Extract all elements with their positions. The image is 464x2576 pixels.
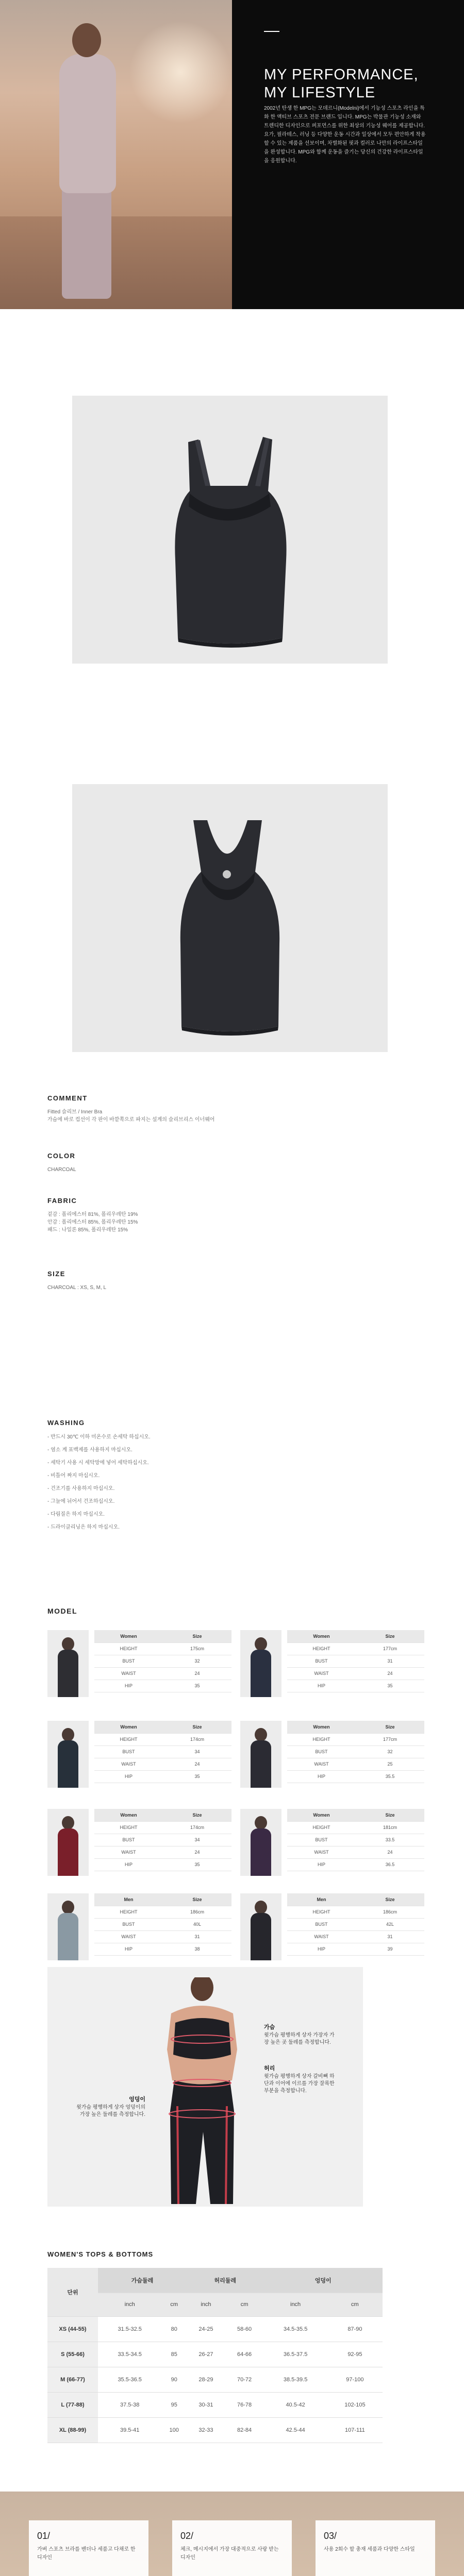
model-table-header: Women [287, 1809, 356, 1821]
size-value: 38.5-39.5 [263, 2367, 327, 2392]
measure-label: HIP [94, 1770, 163, 1783]
group-header: 엉덩이 [263, 2268, 383, 2293]
measure-label: WAIST [287, 1846, 356, 1858]
size-value: 30-31 [187, 2392, 225, 2417]
size-value: 34.5-35.5 [263, 2316, 327, 2342]
model-photo [47, 1721, 89, 1788]
size-table-title: WOMEN'S TOPS & BOTTOMS [47, 2250, 154, 2258]
size-label: XL (88-99) [47, 2417, 98, 2443]
size-label: S (55-66) [47, 2342, 98, 2367]
measure-value: 174cm [163, 1821, 231, 1834]
measure-value: 174cm [163, 1733, 231, 1745]
model-size-table [287, 1809, 424, 1871]
measure-label: BUST [287, 1834, 356, 1846]
model-size-table [287, 1630, 424, 1692]
measure-value: 31 [163, 1930, 231, 1943]
model-photo [240, 1721, 281, 1788]
measure-value: 186cm [163, 1906, 231, 1918]
measure-label: BUST [287, 1745, 356, 1758]
model-table-header: Size [356, 1893, 424, 1906]
hero-model-photo [0, 0, 232, 309]
measure-value: 35 [163, 1858, 231, 1871]
measure-label: HIP [287, 1680, 356, 1692]
size-value: 100 [161, 2417, 187, 2443]
measure-label: BUST [94, 1655, 163, 1667]
measure-value: 24 [163, 1758, 231, 1770]
size-value: 37.5-38 [98, 2392, 161, 2417]
hero-banner [0, 0, 464, 309]
measure-value: 40L [163, 1918, 231, 1930]
unit-header: cm [161, 2293, 187, 2316]
model-size-table [287, 1893, 424, 1956]
model-card [47, 1721, 231, 1788]
size-value: 31.5-32.5 [98, 2316, 161, 2342]
unit-header: cm [327, 2293, 383, 2316]
size-label: M (66-77) [47, 2367, 98, 2392]
model-card [240, 1809, 424, 1876]
hip-label: 엉덩이 윗가슴 평행하게 상자 엉덩이의 가장 높은 둘레를 측정합니다. [76, 2096, 145, 2117]
measure-value: 34 [163, 1834, 231, 1846]
measure-label: HIP [94, 1943, 163, 1955]
model-title: MODEL [47, 1607, 78, 1615]
size-value: 36.5-37.5 [263, 2342, 327, 2367]
hero-title: MY PERFORMANCE, MY LIFESTYLE [264, 66, 419, 101]
model-size-table [94, 1809, 231, 1871]
measure-value: 177cm [356, 1642, 424, 1655]
size-value: 97-100 [327, 2367, 383, 2392]
measure-label: HIP [287, 1770, 356, 1783]
washing-item: - 염소 계 표백제를 사용하지 마십시오. [47, 1447, 132, 1453]
unit-header: inch [98, 2293, 161, 2316]
size-table [47, 2268, 383, 2443]
size-value: 40.5-42 [263, 2392, 327, 2417]
measure-label: WAIST [94, 1846, 163, 1858]
washing-item: - 드라이클리닝은 하지 마십시오. [47, 1524, 120, 1530]
size-col-header: 단위 [47, 2268, 98, 2316]
size-value: 95 [161, 2392, 187, 2417]
size-value: 70-72 [225, 2367, 264, 2392]
washing-item: - 비틀어 짜지 마십시오. [47, 1473, 100, 1479]
unit-header: cm [225, 2293, 264, 2316]
model-table-header: Size [356, 1630, 424, 1642]
model-card [240, 1630, 424, 1697]
size-value: 28-29 [187, 2367, 225, 2392]
feature-card-2: 02/ 체크, 메시지에서 가장 대중적으로 사랑 받는 디자인 [172, 2520, 292, 2576]
size-value: 80 [161, 2316, 187, 2342]
model-photo [47, 1893, 89, 1960]
size-value: 82-84 [225, 2417, 264, 2443]
measure-label: BUST [287, 1655, 356, 1667]
measure-value: 24 [356, 1667, 424, 1680]
model-table-header: Size [163, 1721, 231, 1733]
size-value: 58-60 [225, 2316, 264, 2342]
size-row [47, 2367, 383, 2392]
washing-item: - 건조기를 사용하지 마십시오. [47, 1486, 115, 1492]
measure-value: 36.5 [356, 1858, 424, 1871]
model-photo [240, 1630, 281, 1697]
size-value: 92-95 [327, 2342, 383, 2367]
size-value: 76-78 [225, 2392, 264, 2417]
size-value: 32-33 [187, 2417, 225, 2443]
model-table-header: Size [356, 1809, 424, 1821]
size-value: 39.5-41 [98, 2417, 161, 2443]
model-card [240, 1721, 424, 1788]
size-section: SIZE CHARCOAL : XS, S, M, L [47, 1270, 107, 1291]
size-row [47, 2392, 383, 2417]
model-table-header: Size [356, 1721, 424, 1733]
waist-label: 허리 윗가슴 평행하게 상자 갈비뼈 하단과 이어에 이르를 가장 잘록한 부분을 측정합니다. [264, 2065, 335, 2094]
measure-label: HEIGHT [94, 1821, 163, 1834]
measure-value: 35 [356, 1680, 424, 1692]
color-section: COLOR CHARCOAL [47, 1152, 76, 1173]
measure-label: BUST [94, 1834, 163, 1846]
model-table-header: Men [287, 1893, 356, 1906]
measure-value: 42L [356, 1918, 424, 1930]
washing-section: WASHING - 반드시 30℃ 이하 미온수로 손세탁 하십시오. - 염소 계 표백제를 사용하지 마십시오. - 세탁기 사용 시 세탁망에 넣어 세탁하십시오. - 비틀어 짜지 마십시오. - 건조기를 사용하지 마십시오. - 그늘에 뉘어서 건조하십시오. - 다림질은 하지 마십시오. - 드라이클리닝은 하지 마십시오. [47, 1419, 151, 1534]
measure-label: HEIGHT [287, 1733, 356, 1745]
measure-label: HIP [287, 1858, 356, 1871]
group-header: 허리둘레 [187, 2268, 263, 2293]
model-table-header: Size [163, 1893, 231, 1906]
size-value: 90 [161, 2367, 187, 2392]
product-photo-front [72, 396, 388, 664]
measure-value: 32 [356, 1745, 424, 1758]
measure-value: 31 [356, 1930, 424, 1943]
hero-text-panel [232, 0, 464, 309]
measure-value: 24 [163, 1667, 231, 1680]
feature-banner [0, 2492, 464, 2576]
measure-value: 35 [163, 1680, 231, 1692]
feature-card-1: 01/ 가벼 스포츠 브라를 밴더나 세품고 다채로 한 디자인 [29, 2520, 148, 2576]
washing-list [47, 1431, 151, 1534]
model-table-header: Women [287, 1721, 356, 1733]
measure-label: HEIGHT [94, 1733, 163, 1745]
model-size-table [94, 1630, 231, 1692]
size-table-group-row [47, 2268, 383, 2293]
model-size-table [94, 1721, 231, 1783]
measure-label: HEIGHT [287, 1906, 356, 1918]
size-value: 24-25 [187, 2316, 225, 2342]
washing-item: - 반드시 30℃ 이하 미온수로 손세탁 하십시오. [47, 1434, 151, 1440]
measure-value: 35 [163, 1770, 231, 1783]
unit-header: inch [263, 2293, 327, 2316]
model-table-header: Size [163, 1630, 231, 1642]
size-value: 64-66 [225, 2342, 264, 2367]
size-table-unit-row [47, 2293, 383, 2316]
product-photo-back [72, 784, 388, 1052]
hero-divider [264, 31, 279, 32]
model-photo [47, 1630, 89, 1697]
measure-label: WAIST [287, 1667, 356, 1680]
measure-value: 34 [163, 1745, 231, 1758]
comment-section: COMMENT Fitted 슬리브 / Inner Bra 가슴에 바로 컵선이 각 판이 바깥쪽으로 파지는 설계의 슬리브리스 이너웨어 [47, 1094, 215, 1123]
measure-label: WAIST [94, 1758, 163, 1770]
model-card [240, 1893, 424, 1960]
size-value: 35.5-36.5 [98, 2367, 161, 2392]
measure-value: 35.5 [356, 1770, 424, 1783]
model-torso-illustration [156, 1977, 248, 2204]
model-photo [240, 1893, 281, 1960]
measure-label: WAIST [94, 1667, 163, 1680]
measure-label: HEIGHT [287, 1821, 356, 1834]
model-table-header: Women [287, 1630, 356, 1642]
unit-header: inch [187, 2293, 225, 2316]
model-photo [47, 1809, 89, 1876]
measure-value: 31 [356, 1655, 424, 1667]
measure-label: WAIST [94, 1930, 163, 1943]
size-value: 87-90 [327, 2316, 383, 2342]
measure-label: WAIST [287, 1930, 356, 1943]
measure-value: 24 [163, 1846, 231, 1858]
measure-label: BUST [94, 1745, 163, 1758]
model-table-header: Women [94, 1721, 163, 1733]
measure-label: WAIST [287, 1758, 356, 1770]
size-row [47, 2417, 383, 2443]
feature-card-3: 03/ 사용 2회수 할 총재 세품과 다양한 스타일 [316, 2520, 435, 2576]
measure-value: 32 [163, 1655, 231, 1667]
model-card [47, 1809, 231, 1876]
hero-description: 2002년 탄생 한 MPG는 모데르니(Modelni)에서 기능성 스포츠 라인을 특화 한 액티브 스포츠 전문 브랜드 입니다. MPG는 박물관 기능성 소재와 트렌디한 디자인으로 퍼포먼스를 위한 최상의 기능성 웨어를 제공합니다. 요가, 필라테스, 러닝 등 다양한 운동 시간과 일상에서 모두 편안하게 착용할 수 있는 제품을 선보이며, 차별화된 핏과 컬러로 나만의 라이프스타일을 완성합니다. MPG와 함께 운동을 즐기는 당신의 건강한 라이프스타일을 응원합니다. [264, 106, 426, 164]
measure-label: HIP [94, 1680, 163, 1692]
model-photo [240, 1809, 281, 1876]
model-table-header: Men [94, 1893, 163, 1906]
model-card [47, 1630, 231, 1697]
measure-label: HEIGHT [94, 1642, 163, 1655]
body-measurement-guide [47, 1967, 363, 2207]
model-size-table [287, 1721, 424, 1783]
measure-label: HEIGHT [94, 1906, 163, 1918]
measure-label: HEIGHT [287, 1642, 356, 1655]
model-card [47, 1893, 231, 1960]
measure-value: 24 [356, 1846, 424, 1858]
group-header: 가슴둘레 [98, 2268, 187, 2293]
size-row [47, 2316, 383, 2342]
bust-label: 가슴 윗가슴 평행하게 상자 가장자 가장 높은 곳 둘레를 측정합니다. [264, 2024, 335, 2045]
measure-value: 175cm [163, 1642, 231, 1655]
size-value: 42.5-44 [263, 2417, 327, 2443]
size-value: 26-27 [187, 2342, 225, 2367]
measure-value: 181cm [356, 1821, 424, 1834]
measure-value: 39 [356, 1943, 424, 1955]
fabric-section: FABRIC 겉감 : 폴리에스터 81%, 폴리우레탄 19% 안감 : 폴리에스터 85%, 폴리우레탄 15% 패드 : 나일론 85%, 폴리우레탄 15% [47, 1197, 138, 1233]
measure-label: BUST [287, 1918, 356, 1930]
model-size-table [94, 1893, 231, 1956]
size-value: 85 [161, 2342, 187, 2367]
measure-value: 33.5 [356, 1834, 424, 1846]
measure-value: 38 [163, 1943, 231, 1955]
washing-item: - 다림질은 하지 마십시오. [47, 1512, 105, 1517]
size-label: L (77-88) [47, 2392, 98, 2417]
washing-item: - 그늘에 뉘어서 건조하십시오. [47, 1499, 115, 1504]
model-table-header: Women [94, 1630, 163, 1642]
size-value: 102-105 [327, 2392, 383, 2417]
measure-value: 25 [356, 1758, 424, 1770]
model-table-header: Size [163, 1809, 231, 1821]
measure-label: HIP [94, 1858, 163, 1871]
measure-value: 186cm [356, 1906, 424, 1918]
measure-label: BUST [94, 1918, 163, 1930]
size-value: 33.5-34.5 [98, 2342, 161, 2367]
size-value: 107-111 [327, 2417, 383, 2443]
measure-value: 177cm [356, 1733, 424, 1745]
measure-label: HIP [287, 1943, 356, 1955]
size-row [47, 2342, 383, 2367]
size-label: XS (44-55) [47, 2316, 98, 2342]
model-table-header: Women [94, 1809, 163, 1821]
washing-item: - 세탁기 사용 시 세탁망에 넣어 세탁하십시오. [47, 1460, 149, 1466]
